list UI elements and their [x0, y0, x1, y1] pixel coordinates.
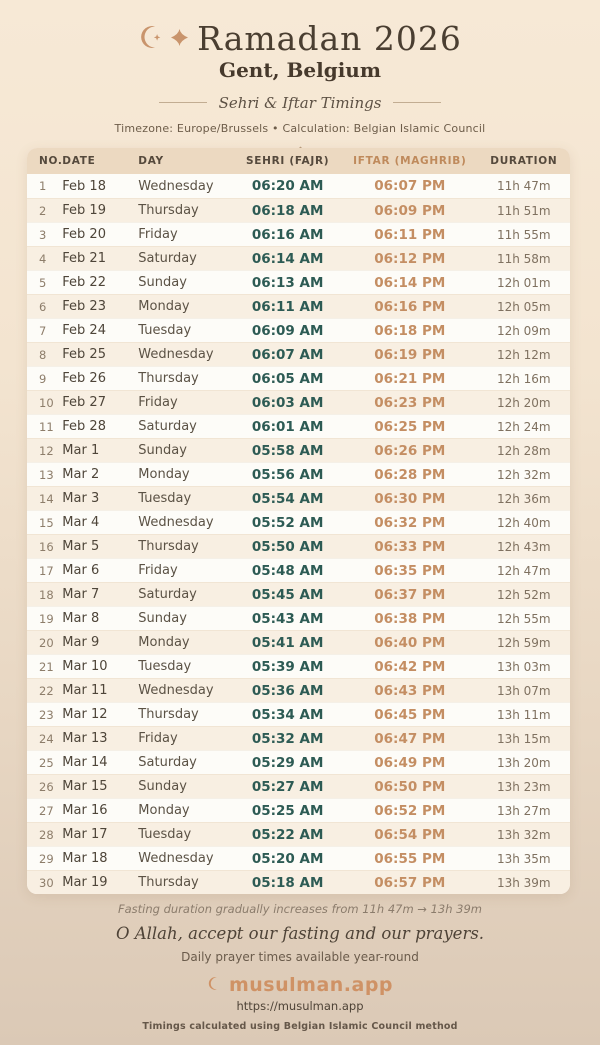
cell-duration: 13h 15m: [496, 731, 551, 746]
cell-sehri: 05:29 AM: [251, 754, 324, 771]
cell-sehri: 06:05 AM: [251, 370, 324, 387]
cell-date: Mar 17: [62, 827, 108, 842]
cell-date: Mar 4: [62, 515, 100, 530]
cell-date: Mar 7: [62, 587, 100, 602]
cell-day: Thursday: [138, 539, 199, 554]
table-row: [27, 846, 570, 870]
sparkle-icon: [171, 29, 188, 50]
header-col-duration: DURATION: [490, 155, 558, 167]
table-row: [27, 318, 570, 342]
cell-iftar: 06:21 PM: [374, 370, 446, 387]
cell-date: Feb 23: [62, 299, 106, 314]
cell-iftar: 06:32 PM: [374, 514, 446, 531]
cell-iftar: 06:19 PM: [374, 346, 446, 363]
cell-day: Thursday: [138, 707, 199, 722]
cell-sehri: 05:32 AM: [251, 730, 324, 747]
table-row: [27, 870, 570, 894]
cell-sehri: 05:36 AM: [251, 682, 324, 699]
timings-table-body: [27, 174, 570, 894]
cell-day: Sunday: [138, 443, 187, 458]
cell-day: Wednesday: [138, 178, 214, 194]
table-row: [27, 534, 570, 558]
cell-no: 21: [39, 659, 54, 674]
cell-day: Tuesday: [138, 491, 192, 506]
brand-url[interactable]: https://musulman.app: [236, 999, 364, 1013]
table-row: [27, 630, 570, 654]
cell-sehri: 05:43 AM: [251, 610, 324, 627]
cell-day: Friday: [138, 563, 178, 578]
cell-duration: 12h 47m: [496, 563, 551, 578]
cell-iftar: 06:50 PM: [374, 778, 446, 795]
table-row: [27, 414, 570, 438]
table-row: [27, 582, 570, 606]
method-note: Timings calculated using Belgian Islamic Council method: [142, 1021, 458, 1032]
cell-duration: 11h 47m: [496, 179, 551, 193]
table-row: [27, 486, 570, 510]
timezone-calculation-meta: Timezone: Europe/Brussels • Calculation: Belgian Islamic Council: [114, 121, 486, 135]
header-col-sehri: SEHRI (FAJR): [245, 155, 330, 167]
cell-duration: 13h 07m: [496, 683, 551, 698]
table-row: [27, 774, 570, 798]
cell-duration: 12h 32m: [496, 467, 551, 482]
cell-date: Mar 10: [62, 659, 108, 674]
page-footer: [0, 902, 600, 1032]
cell-date: Feb 20: [62, 227, 106, 242]
cell-date: Feb 19: [62, 203, 106, 218]
cell-iftar: 06:25 PM: [374, 418, 446, 435]
cell-duration: 13h 03m: [496, 659, 551, 674]
cell-duration: 12h 28m: [496, 443, 551, 458]
cell-duration: 13h 20m: [496, 755, 551, 770]
cell-date: Mar 1: [62, 443, 100, 458]
cell-no: 6: [39, 299, 47, 314]
cell-date: Feb 26: [62, 371, 106, 386]
cell-duration: 12h 05m: [496, 299, 551, 314]
cell-day: Friday: [138, 227, 178, 242]
cell-day: Saturday: [138, 419, 197, 434]
cell-duration: 12h 01m: [496, 275, 551, 290]
cell-date: Mar 9: [62, 635, 100, 650]
cell-no: 24: [39, 731, 54, 746]
cell-sehri: 06:03 AM: [251, 394, 324, 411]
cell-duration: 11h 55m: [496, 227, 551, 242]
table-row: [27, 294, 570, 318]
cell-no: 15: [39, 515, 54, 530]
crescent-moon-star-icon: [138, 24, 164, 54]
cell-no: 29: [39, 851, 54, 866]
cell-date: Mar 16: [62, 803, 108, 818]
cell-duration: 13h 27m: [496, 803, 551, 818]
tagline-rule-left: [159, 102, 207, 103]
table-row: [27, 822, 570, 846]
cell-date: Mar 2: [62, 467, 100, 482]
page-title: Ramadan 2026: [197, 19, 462, 58]
cell-iftar: 06:47 PM: [374, 730, 446, 747]
cell-no: 30: [39, 875, 54, 890]
brand-link[interactable]: [0, 974, 600, 996]
cell-duration: 13h 35m: [496, 851, 551, 866]
cell-day: Sunday: [138, 611, 187, 626]
table-row: [27, 678, 570, 702]
cell-iftar: 06:35 PM: [374, 562, 446, 579]
cell-sehri: 06:13 AM: [251, 274, 324, 291]
cell-day: Saturday: [138, 251, 197, 266]
cell-iftar: 06:37 PM: [374, 586, 446, 603]
cell-day: Wednesday: [138, 515, 214, 530]
cell-iftar: 06:57 PM: [374, 874, 446, 891]
table-row: [27, 342, 570, 366]
cell-sehri: 05:22 AM: [251, 826, 324, 843]
cell-day: Monday: [138, 635, 190, 650]
cell-iftar: 06:28 PM: [374, 466, 446, 483]
cell-duration: 12h 52m: [496, 587, 551, 602]
table-row: [27, 798, 570, 822]
cell-iftar: 06:09 PM: [374, 202, 446, 219]
cell-sehri: 05:34 AM: [251, 706, 324, 723]
cell-day: Friday: [138, 395, 178, 410]
tagline-rule-right: [393, 102, 441, 103]
table-row: [27, 390, 570, 414]
cell-iftar: 06:40 PM: [374, 634, 446, 651]
cell-sehri: 06:09 AM: [251, 322, 324, 339]
cell-duration: 12h 59m: [496, 635, 551, 650]
cell-duration: 13h 32m: [496, 827, 551, 842]
cell-sehri: 05:41 AM: [251, 634, 324, 651]
cell-iftar: 06:54 PM: [374, 826, 446, 843]
location-subtitle: Gent, Belgium: [218, 57, 382, 82]
cell-day: Tuesday: [138, 827, 192, 842]
cell-date: Feb 21: [62, 251, 106, 266]
cell-sehri: 06:16 AM: [251, 226, 324, 243]
table-row: [27, 750, 570, 774]
cell-day: Wednesday: [138, 683, 214, 698]
dua-text: O Allah, accept our fasting and our prayers.: [115, 924, 485, 943]
cell-iftar: 06:42 PM: [374, 658, 446, 675]
cell-date: Mar 6: [62, 563, 100, 578]
cell-day: Sunday: [138, 275, 187, 290]
table-row: [27, 174, 570, 198]
table-row: [27, 246, 570, 270]
cell-day: Thursday: [138, 371, 199, 386]
cell-date: Mar 5: [62, 539, 100, 554]
timings-table-header: [27, 148, 570, 174]
cell-day: Saturday: [138, 587, 197, 602]
cell-day: Friday: [138, 731, 178, 746]
cell-iftar: 06:23 PM: [374, 394, 446, 411]
table-row: [27, 558, 570, 582]
cell-duration: 11h 51m: [496, 203, 551, 218]
cell-day: Tuesday: [138, 323, 192, 338]
cell-date: Feb 18: [62, 178, 106, 194]
cell-no: 22: [39, 683, 54, 698]
table-row: [27, 606, 570, 630]
cell-date: Mar 8: [62, 611, 100, 626]
cell-sehri: 05:52 AM: [251, 514, 324, 531]
cell-date: Feb 28: [62, 419, 106, 434]
table-row: [27, 222, 570, 246]
cell-iftar: 06:12 PM: [374, 250, 446, 267]
cell-duration: 13h 23m: [496, 779, 551, 794]
table-row: [27, 702, 570, 726]
cell-sehri: 05:56 AM: [251, 466, 324, 483]
cell-iftar: 06:18 PM: [374, 322, 446, 339]
cell-duration: 12h 12m: [496, 347, 551, 362]
cell-sehri: 05:50 AM: [251, 538, 324, 555]
cell-day: Thursday: [138, 203, 199, 218]
cell-day: Tuesday: [138, 659, 192, 674]
cell-duration: 12h 20m: [496, 395, 551, 410]
cell-no: 13: [39, 467, 54, 482]
table-row: [27, 654, 570, 678]
cell-date: Mar 15: [62, 779, 108, 794]
table-row: [27, 510, 570, 534]
cell-sehri: 06:14 AM: [251, 250, 324, 267]
cell-no: 3: [39, 227, 47, 242]
cell-sehri: 06:20 AM: [251, 178, 324, 194]
cell-iftar: 06:43 PM: [374, 682, 446, 699]
cell-day: Wednesday: [138, 347, 214, 362]
cell-no: 11: [39, 419, 54, 434]
cell-no: 8: [39, 347, 47, 362]
cell-duration: 12h 40m: [496, 515, 551, 530]
cell-date: Feb 25: [62, 347, 106, 362]
crescent-moon-icon: [207, 976, 222, 995]
cell-day: Thursday: [138, 875, 199, 890]
cell-sehri: 05:58 AM: [251, 442, 324, 459]
cell-date: Mar 14: [62, 755, 108, 770]
cell-date: Mar 19: [62, 875, 108, 890]
brand-name[interactable]: musulman.app: [228, 974, 394, 996]
cell-date: Feb 27: [62, 395, 106, 410]
table-row: [27, 198, 570, 222]
cell-day: Monday: [138, 467, 190, 482]
cell-sehri: 05:27 AM: [251, 778, 324, 795]
cell-iftar: 06:14 PM: [374, 274, 446, 291]
availability-note: Daily prayer times available year-round: [181, 950, 419, 964]
cell-no: 1: [39, 179, 47, 193]
cell-day: Sunday: [138, 779, 187, 794]
cell-iftar: 06:52 PM: [374, 802, 446, 819]
table-row: [27, 726, 570, 750]
cell-duration: 12h 36m: [496, 491, 551, 506]
cell-no: 7: [39, 323, 47, 338]
cell-sehri: 05:54 AM: [251, 490, 324, 507]
cell-sehri: 06:07 AM: [251, 346, 324, 363]
cell-date: Mar 11: [62, 683, 108, 698]
page-header: [0, 0, 600, 155]
cell-no: 17: [39, 563, 54, 578]
cell-day: Saturday: [138, 755, 197, 770]
cell-no: 10: [39, 395, 54, 410]
cell-day: Monday: [138, 803, 190, 818]
cell-no: 4: [39, 251, 47, 266]
cell-date: Mar 18: [62, 851, 108, 866]
cell-iftar: 06:38 PM: [374, 610, 446, 627]
cell-no: 27: [39, 803, 54, 818]
cell-duration: 13h 39m: [496, 875, 551, 890]
cell-duration: 12h 55m: [496, 611, 551, 626]
cell-day: Monday: [138, 299, 190, 314]
cell-date: Mar 13: [62, 731, 108, 746]
table-row: [27, 366, 570, 390]
cell-date: Feb 22: [62, 275, 106, 290]
cell-sehri: 05:39 AM: [251, 658, 324, 675]
cell-sehri: 05:20 AM: [251, 850, 324, 867]
cell-iftar: 06:49 PM: [374, 754, 446, 771]
cell-sehri: 05:48 AM: [251, 562, 324, 579]
cell-no: 18: [39, 587, 54, 602]
timings-table: [27, 148, 570, 894]
cell-iftar: 06:55 PM: [374, 850, 446, 867]
cell-no: 2: [39, 203, 47, 218]
cell-duration: 11h 58m: [496, 251, 551, 266]
cell-sehri: 06:01 AM: [251, 418, 324, 435]
cell-no: 12: [39, 443, 54, 458]
table-row: [27, 270, 570, 294]
header-col-iftar: IFTAR (MAGHRIB): [353, 155, 467, 167]
cell-no: 16: [39, 539, 54, 554]
tagline: Sehri & Iftar Timings: [218, 93, 382, 112]
cell-date: Mar 3: [62, 491, 100, 506]
cell-date: Mar 12: [62, 707, 108, 722]
cell-iftar: 06:16 PM: [374, 298, 446, 315]
cell-iftar: 06:45 PM: [374, 706, 446, 723]
cell-iftar: 06:26 PM: [374, 442, 446, 459]
cell-no: 5: [39, 275, 47, 290]
cell-duration: 12h 09m: [496, 323, 551, 338]
cell-no: 28: [39, 827, 54, 842]
cell-no: 20: [39, 635, 54, 650]
cell-iftar: 06:30 PM: [374, 490, 446, 507]
cell-day: Wednesday: [138, 851, 214, 866]
cell-iftar: 06:11 PM: [374, 226, 446, 243]
cell-sehri: 05:45 AM: [251, 586, 324, 603]
header-col-day: DAY: [138, 155, 164, 167]
cell-sehri: 05:25 AM: [251, 802, 324, 819]
cell-duration: 13h 11m: [496, 707, 551, 722]
cell-no: 19: [39, 611, 54, 626]
cell-sehri: 05:18 AM: [251, 874, 324, 891]
cell-no: 23: [39, 707, 54, 722]
cell-iftar: 06:33 PM: [374, 538, 446, 555]
cell-iftar: 06:07 PM: [374, 178, 446, 194]
cell-duration: 12h 16m: [496, 371, 551, 386]
cell-duration: 12h 43m: [496, 539, 551, 554]
cell-sehri: 06:18 AM: [251, 202, 324, 219]
table-row: [27, 438, 570, 462]
table-row: [27, 462, 570, 486]
cell-no: 9: [39, 371, 47, 386]
cell-date: Feb 24: [62, 323, 106, 338]
cell-sehri: 06:11 AM: [251, 298, 324, 315]
cell-no: 25: [39, 755, 54, 770]
header-col-no: NO.: [39, 155, 63, 167]
header-col-date: DATE: [62, 155, 96, 167]
duration-note: Fasting duration gradually increases from 11h 47m → 13h 39m: [117, 902, 483, 916]
cell-no: 26: [39, 779, 54, 794]
cell-duration: 12h 24m: [496, 419, 551, 434]
cell-no: 14: [39, 491, 54, 506]
